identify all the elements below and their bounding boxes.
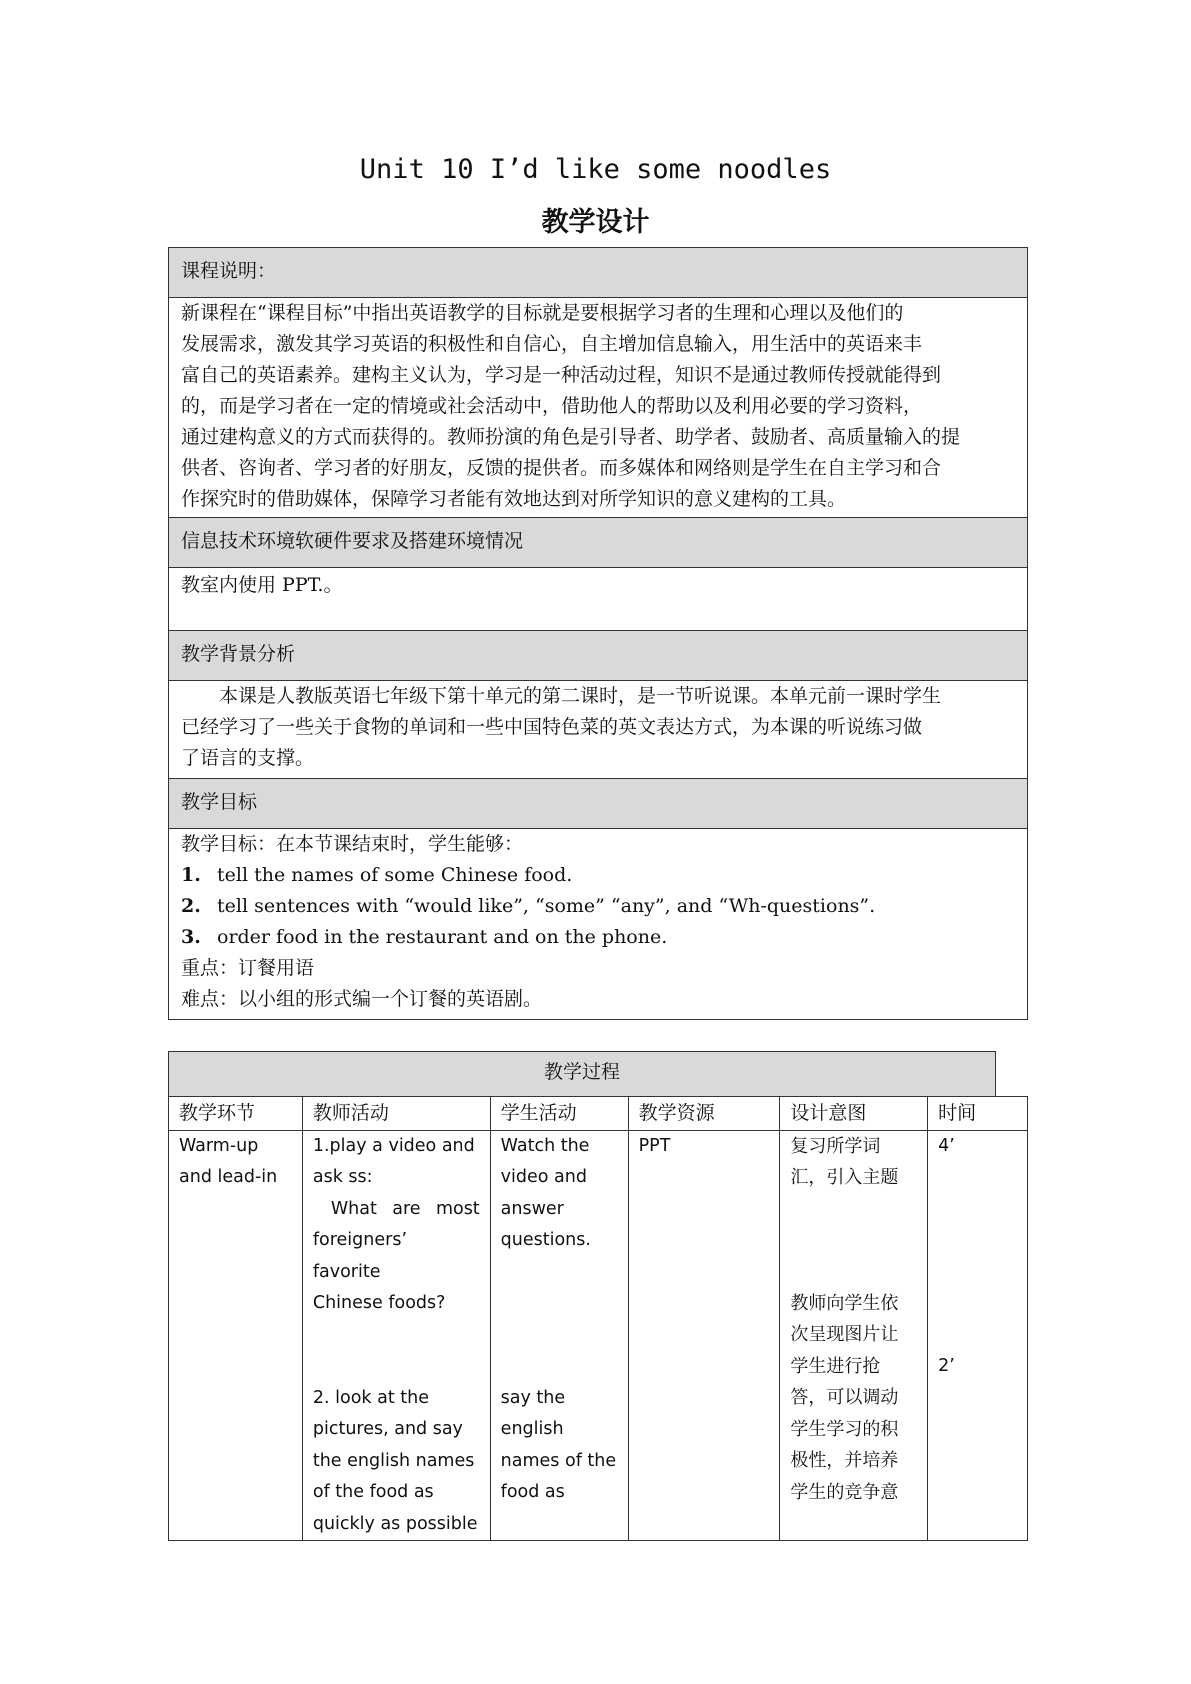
spacer: [313, 1320, 480, 1383]
spacer: [501, 1257, 618, 1383]
text-line: 通过建构意义的方式而获得的。教师扮演的角色是引导者、助学者、鼓励者、高质量输入的提: [181, 426, 961, 448]
cell-line: 2’: [938, 1356, 955, 1376]
text-line: 已经学习了一些关于食物的单词和一些中国特色菜的英文表达方式，为本课的听说练习做: [181, 716, 923, 738]
cell-line: pictures, and say: [312, 1419, 463, 1439]
cell-line: 4’: [938, 1135, 955, 1156]
text-line: 教室内使用 PPT.。: [181, 574, 343, 596]
text-line: 作探究时的借助媒体，保障学习者能有效地达到对所学知识的意义建构的工具。: [181, 488, 847, 510]
cell-line: 2. look at the: [312, 1387, 429, 1408]
cell-line: video and: [500, 1167, 587, 1187]
list-text: tell the names of some Chinese food.: [217, 864, 573, 886]
it-env-body: [169, 568, 1027, 631]
text-line: 富自己的英语素养。建构主义认为，学习是一种活动过程，知识不是通过教师传授就能得到: [181, 364, 942, 386]
spacer: [938, 1162, 1017, 1351]
cell-line: 汇，引入主题: [790, 1167, 899, 1188]
cell-line: answer: [500, 1198, 564, 1219]
list-item: [181, 860, 1015, 891]
text-line: 供者、咨询者、学习者的好朋友，反馈的提供者。而多媒体和网络则是学生在自主学习和合: [181, 457, 942, 479]
objectives-body: [169, 829, 1027, 1019]
cell-line: 次呈现图片让: [790, 1324, 899, 1345]
cell-line: 1.play a video and: [312, 1135, 475, 1156]
cell-line: 学生的竞争意: [790, 1481, 899, 1503]
list-text: order food in the restaurant and on the phone.: [217, 926, 668, 948]
table-header-row: [169, 1097, 1028, 1131]
column-header: 设计意图: [780, 1097, 928, 1131]
cell-line: names of the: [500, 1450, 617, 1471]
document-subtitle: 教学设计: [541, 207, 650, 238]
objectives-list: [181, 860, 1015, 953]
cell-line: 学生进行抢: [790, 1355, 881, 1377]
student-activity-cell: [490, 1130, 628, 1541]
cell-line: the english names: [312, 1450, 475, 1471]
cell-line: and lead-in: [179, 1167, 278, 1187]
cell-line: food as: [500, 1482, 565, 1502]
cell-line: foreigners’ favorite: [312, 1230, 408, 1282]
text-line: 本课是人教版英语七年级下第十单元的第二课时，是一节听说课。本单元前一课时学生: [219, 685, 942, 707]
cell-line: Watch the: [500, 1135, 590, 1156]
process-table: [168, 1096, 1028, 1541]
course-desc-header: 课程说明：: [169, 248, 1027, 298]
cell-line: 答，可以调动: [790, 1387, 899, 1408]
process-title: 教学过程: [168, 1051, 996, 1097]
text-line: 的，而是学习者在一定的情境或社会活动中，借助他人的帮助以及利用必要的学习资料，: [181, 395, 923, 417]
list-number: 3.: [181, 926, 201, 948]
list-number: 2.: [181, 895, 201, 917]
stage-cell: [169, 1130, 303, 1541]
column-header: 教学环节: [169, 1097, 303, 1131]
background-body: [169, 681, 1027, 779]
column-header: 教学资源: [628, 1097, 780, 1131]
list-item: [181, 891, 1015, 922]
cell-line: Warm-up: [179, 1135, 259, 1156]
column-header: 时间: [928, 1097, 1028, 1131]
cell-line: What are most: [330, 1198, 480, 1219]
list-number: 1.: [181, 864, 201, 886]
cell-line: 极性，并培养: [790, 1450, 899, 1471]
teacher-activity-cell: [302, 1130, 490, 1541]
column-header: 学生活动: [490, 1097, 628, 1131]
list-text: tell sentences with “would like”, “some” “any”, and “Wh-questions”.: [217, 895, 876, 917]
cell-line: 学生学习的积: [790, 1418, 899, 1440]
difficulty: 难点：以小组的形式编一个订餐的英语剧。: [181, 988, 543, 1010]
cell-line: say the: [500, 1387, 566, 1408]
time-cell: [928, 1130, 1028, 1541]
cell-line: of the food as: [312, 1482, 434, 1502]
cell-line: 教师向学生依: [790, 1292, 899, 1314]
objectives-intro: 教学目标：在本节课结束时，学生能够：: [181, 833, 524, 855]
course-desc-body: [169, 298, 1027, 518]
text-line: 了语言的支撑。: [181, 747, 315, 769]
cell-line: 复习所学词: [790, 1135, 881, 1157]
spacer: [790, 1194, 917, 1288]
cell-line: quickly as possible: [312, 1513, 478, 1534]
resource-cell: [628, 1130, 780, 1541]
cell-line: PPT: [638, 1135, 671, 1156]
it-env-header: 信息技术环境软硬件要求及搭建环境情况: [169, 518, 1027, 568]
text-line: 新课程在“课程目标”中指出英语教学的目标就是要根据学习者的生理和心理以及他们的: [181, 302, 904, 324]
intent-cell: [780, 1130, 928, 1541]
cell-line: ask ss:: [312, 1167, 373, 1187]
info-table: [168, 247, 1028, 1020]
table-row: [169, 1130, 1028, 1541]
text-line: 发展需求，激发其学习英语的积极性和自信心，自主增加信息输入，用生活中的英语来丰: [181, 333, 923, 355]
cell-line: questions.: [500, 1230, 591, 1250]
cell-line: english: [500, 1419, 564, 1439]
document-title: Unit 10 I’d like some noodles: [359, 154, 832, 185]
list-item: [181, 922, 1015, 953]
background-header: 教学背景分析: [169, 631, 1027, 681]
objectives-header: 教学目标: [169, 779, 1027, 829]
cell-line: Chinese foods?: [312, 1293, 446, 1313]
key-point: 重点：订餐用语: [181, 957, 315, 979]
column-header: 教师活动: [302, 1097, 490, 1131]
